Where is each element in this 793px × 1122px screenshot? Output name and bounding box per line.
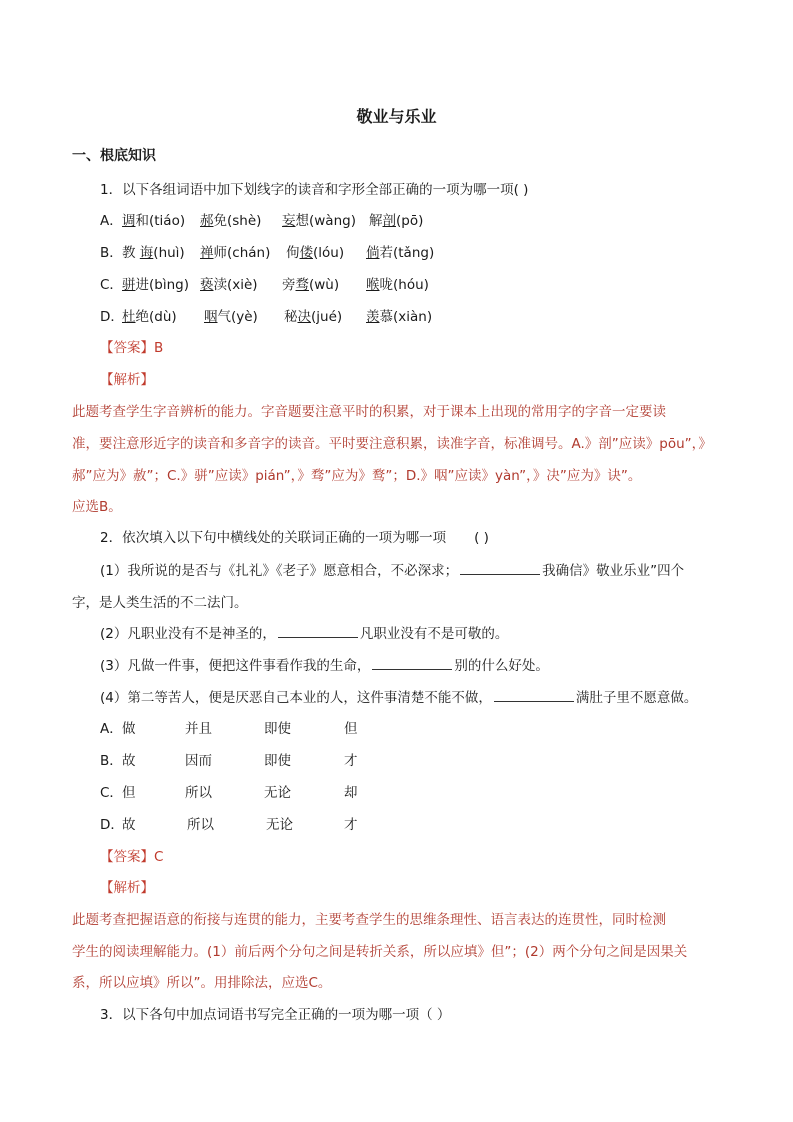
q1-answer: 【答案】B	[100, 340, 164, 356]
q2-option-a: A． 做 并且 即使 但	[100, 721, 358, 737]
q2-sentence-4: (4）第二等苦人，便是厌恶自己本业的人，这件事清楚不能不做， 满肚子里不愿意做。	[100, 686, 697, 706]
q1-analysis-line: 应选B。	[72, 499, 122, 515]
q2-sentence-1: (1）我所说的是否与《扎礼》《老子》愿意相合，不必深求； 我确信》敬业乐业”四个	[100, 559, 684, 579]
q1-analysis-label: 【解析】	[100, 372, 154, 388]
q2-option-b: B． 故 因而 即使 才	[100, 753, 358, 769]
q2-option-c: C． 但 所以 无论 却	[100, 785, 358, 801]
fill-blank[interactable]	[494, 687, 574, 702]
q3-stem: 3．以下各句中加点词语书写完全正确的一项为哪一项（ ）	[100, 1007, 451, 1023]
q2-answer: 【答案】C	[100, 849, 164, 865]
q2-analysis-label: 【解析】	[100, 880, 154, 896]
q2-sentence-2: (2）凡职业没有不是神圣的， 凡职业没有不是可敬的。	[100, 622, 508, 642]
q2-stem: 2．依次填入以下句中横线处的关联词正确的一项为哪一项 ( )	[100, 530, 489, 546]
q2-sentence-3: (3）凡做一件事，便把这件事看作我的生命， 别的什么好处。	[100, 654, 549, 674]
q1-option-c: C． 骈进(bìng) 亵渎(xiè) 旁骛(wù) 喉咙(hóu)	[100, 277, 429, 293]
section-heading: 一、根底知识	[72, 148, 156, 164]
fill-blank[interactable]	[278, 623, 358, 638]
q1-analysis-line: 此题考查学生字音辨析的能力。字音题要注意平时的积累，对于课本上出现的常用字的字音一定要读	[72, 404, 666, 420]
q1-analysis-line: 准，要注意形近字的读音和多音字的读音。平时要注意积累，读准字音，标准调号。A.》剖”应读》pōu”，》	[72, 436, 712, 452]
q2-sentence-1-cont: 字，是人类生活的不二法门。	[72, 595, 248, 611]
q2-analysis-line: 学生的阅读理解能力。(1）前后两个分句之间是转折关系，所以应填》但”；(2）两个分句之间是因果关	[72, 944, 688, 960]
q2-analysis-line: 系，所以应填》所以”。用排除法，应选C。	[72, 975, 332, 991]
q1-option-a: A． 调和(tiáo) 郝免(shè) 妄想(wàng) 解剖(pō)	[100, 213, 424, 229]
q1-option-b: B． 教 诲(huì) 禅师(chán) 佝偻(lóu) 倘若(tǎng)	[100, 245, 435, 261]
q2-option-d: D． 故 所以 无论 才	[100, 817, 358, 833]
fill-blank[interactable]	[372, 655, 452, 670]
q1-stem: 1．以下各组词语中加下划线字的读音和字形全部正确的一项为哪一项( )	[100, 182, 529, 198]
q1-option-d: D． 杜绝(dù) 咽气(yè) 秘决(jué) 羡慕(xiàn)	[100, 309, 433, 325]
fill-blank[interactable]	[460, 560, 540, 575]
q2-analysis-line: 此题考查把握语意的衔接与连贯的能力，主要考查学生的思维条理性、语言表达的连贯性，同时检测	[72, 912, 666, 928]
page-title: 敬业与乐业	[356, 107, 437, 126]
q1-analysis-line: 郝”应为》赦”；C.》骈”应读》pián”，》骛”应为》鹜”；D.》咽”应读》yàn”，》决”应为》诀”。	[72, 468, 642, 484]
